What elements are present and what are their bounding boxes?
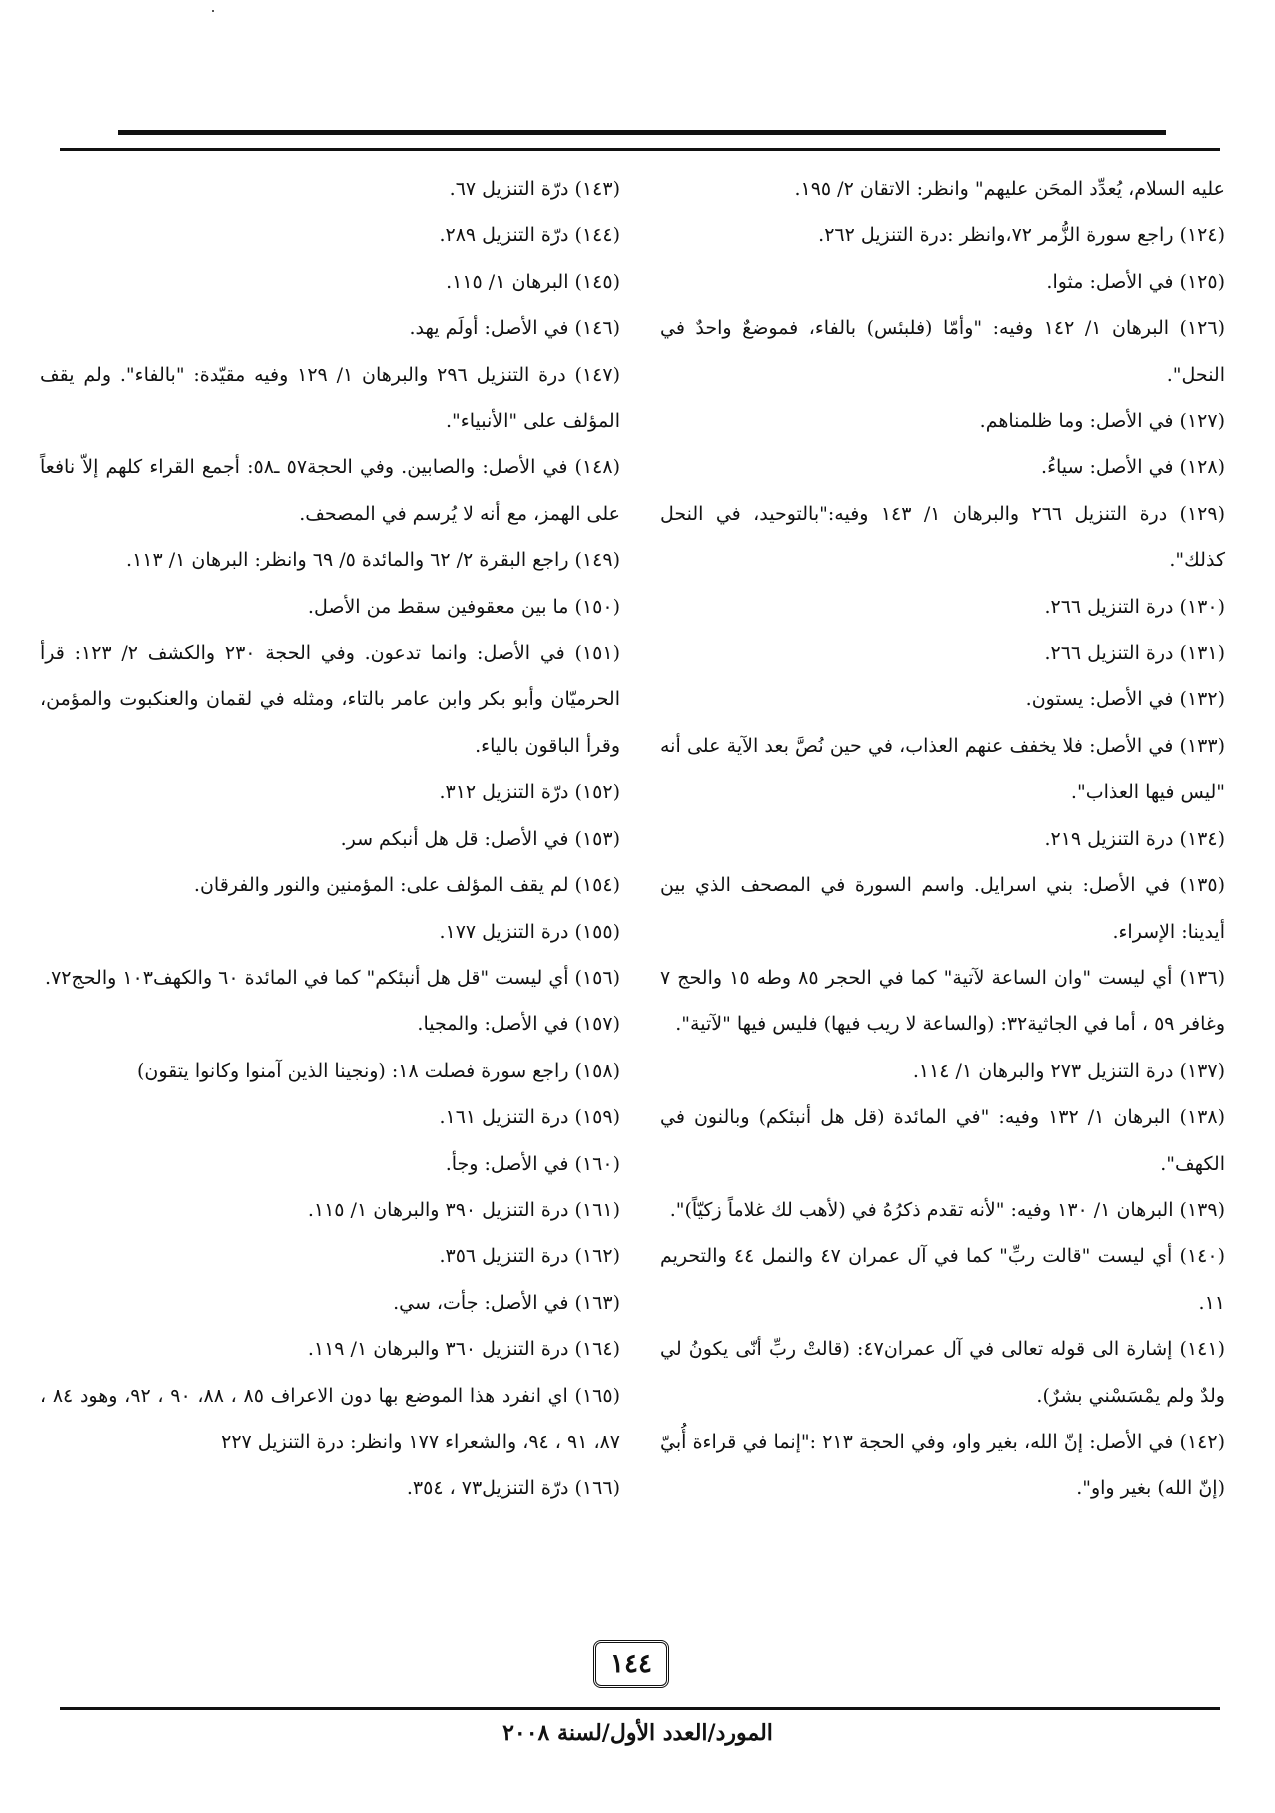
footnote: (١٤٢) في الأصل: إنّ الله، بغير واو، وفي الحجة ٢١٣ :"إنما في قراءة أُبيّ (إنّ الله) بغير واو". xyxy=(660,1430,1225,1500)
page-number: ١٤٤ xyxy=(593,1640,669,1688)
footnote: (١٥٧) في الأصل: والمجيا. xyxy=(417,1013,620,1036)
footnote: (١٥٨) راجع سورة فصلت ١٨: (ونجينا الذين آمنوا وكانوا يتقون) xyxy=(136,1059,620,1082)
footnote: (١٥٠) ما بين معقوفين سقط من الأصل. xyxy=(307,595,620,618)
footnote: (١٦٤) درة التنزيل ٣٦٠ والبرهان ١/ ١١٩. xyxy=(307,1338,620,1361)
footnote: (١٤٤) درّة التنزيل ٢٨٩. xyxy=(439,224,620,247)
footnote: (١٥٣) في الأصل: قل هل أنبكم سر. xyxy=(340,827,620,850)
footnote: (١٤٨) في الأصل: والصابين. وفي الحجة٥٧ ـ٥٨: أجمع القراء كلهم إلاّ نافعاً على الهمز، مع أنه لا يُرسم في المصحف. xyxy=(40,456,620,525)
footnote: (١٤٥) البرهان ١/ ١١٥. xyxy=(446,270,620,293)
footnote: (١٢٨) في الأصل: سياءُ. xyxy=(1041,456,1225,479)
footnote: (١٤٧) درة التنزيل ٢٩٦ والبرهان ١/ ١٢٩ وفيه مقيّدة: "بالفاء". ولم يقف المؤلف على "الأنبياء". xyxy=(40,363,620,433)
footnote: (١٣٥) في الأصل: بني اسرايل. واسم السورة في المصحف الذي بين أيدينا: الإسراء. xyxy=(660,874,1225,943)
footnote: (١٥١) في الأصل: وانما تدعون. وفي الحجة ٢٣٠ والكشف ٢/ ١٢٣: قرأ الحرميّان وأبو بكر وابن عامر بالتاء، ومثله في لقمان والعنكبوت والمؤمن، وقرأ الباقون بالياء. xyxy=(40,642,620,757)
footer-rule xyxy=(60,1707,1220,1710)
footnote: عليه السلام، يُعدِّد المحَن عليهم" وانظر: الاتقان ٢/ ١٩٥. xyxy=(794,178,1225,200)
footnote: (١٥٢) درّة التنزيل ٣١٢. xyxy=(439,781,620,804)
footnote: (١٢٩) درة التنزيل ٢٦٦ والبرهان ١/ ١٤٣ وفيه:"بالتوحيد، في النحل كذلك". xyxy=(660,502,1225,572)
scan-speck xyxy=(212,10,214,12)
footnote: (١٥٤) لم يقف المؤلف على: المؤمنين والنور والفرقان. xyxy=(193,874,620,897)
footnote: (١٦٣) في الأصل: جأت، سي. xyxy=(393,1291,620,1314)
footnote: (١٣٨) البرهان ١/ ١٣٢ وفيه: "في المائدة (قل هل أنبئكم) وبالنون في الكهف". xyxy=(660,1106,1226,1175)
footnote: (١٤٦) في الأصل: أولَم يهد. xyxy=(409,317,620,340)
footnote: (١٥٥) درة التنزيل ١٧٧. xyxy=(439,920,620,943)
footnote: (١٦١) درة التنزيل ٣٩٠ والبرهان ١/ ١١٥. xyxy=(307,1198,620,1221)
footnote: (١٣٤) درة التنزيل ٢١٩. xyxy=(1044,827,1225,850)
footnote: (١٣١) درة التنزيل ٢٦٦. xyxy=(1044,642,1225,665)
footnote: (١٦٠) في الأصل: وجأ. xyxy=(445,1152,620,1175)
footnote: (١٦٥) اي انفرد هذا الموضع بها دون الاعراف ٨٥ ، ٨٨، ٩٠ ، ٩٢، وهود ٨٤ ، ٨٧، ٩١ ، ٩٤، والشعراء ١٧٧ وانظر: درة التنزيل ٢٢٧ xyxy=(40,1384,620,1453)
footnote: (١٥٦) أي ليست "قل هل أنبئكم" كما في المائدة ٦٠ والكهف١٠٣ والحج٧٢. xyxy=(45,966,620,989)
footnote: (١٣٧) درة التنزيل ٢٧٣ والبرهان ١/ ١١٤. xyxy=(912,1059,1225,1082)
footnotes-column-right xyxy=(660,166,1225,1512)
footnote: (١٣٩) البرهان ١/ ١٣٠ وفيه: "لأنه تقدم ذكرُهُ في (لأهب لك غلاماً زكيّاً)". xyxy=(669,1198,1225,1221)
footnote: (١٢٧) في الأصل: وما ظلمناهم. xyxy=(979,410,1225,433)
footnote: (١٤٣) درّة التنزيل ٦٧. xyxy=(449,178,620,200)
footnote: (١٦٦) درّة التنزيل٧٣ ، ٣٥٤. xyxy=(406,1477,620,1500)
journal-footer: المورد/العدد الأول/لسنة ٢٠٠٨ xyxy=(502,1720,773,1746)
footnote: (١٢٤) راجع سورة الزُّمر ٧٢،وانظر :درة التنزيل ٢٦٢. xyxy=(818,224,1225,247)
footnotes-column-left xyxy=(40,166,620,1512)
footnote: (١٦٢) درة التنزيل ٣٥٦. xyxy=(439,1245,620,1268)
footnote: (١٣٢) في الأصل: يستون. xyxy=(1025,688,1225,711)
footnote: (١٣٣) في الأصل: فلا يخفف عنهم العذاب، في حين نُصَّ بعد الآية على أنه "ليس فيها العذاب". xyxy=(660,734,1225,804)
footnote: (١٤٠) أي ليست "قالت ربِّ" كما في آل عمران ٤٧ والنمل ٤٤ والتحريم ١١. xyxy=(660,1245,1225,1314)
header-rule-thin xyxy=(60,148,1220,151)
footnote: (١٢٦) البرهان ١/ ١٤٢ وفيه: "وأمّا (فلبئس) بالفاء، فموضعٌ واحدٌ في النحل". xyxy=(660,317,1225,386)
footnote: (١٢٥) في الأصل: مثوا. xyxy=(1046,270,1225,293)
header-rule-thick xyxy=(118,130,1166,135)
footnote: (١٣٠) درة التنزيل ٢٦٦. xyxy=(1044,595,1225,618)
footnote: (١٤١) إشارة الى قوله تعالى في آل عمران٤٧: (قالتْ ربِّ أنّى يكونُ لي ولدٌ ولم يمْسَسْني بشرٌ). xyxy=(660,1338,1225,1407)
footnote: (١٥٩) درة التنزيل ١٦١. xyxy=(439,1106,620,1129)
footnote: (١٣٦) أي ليست "وان الساعة لآتية" كما في الحجر ٨٥ وطه ١٥ والحج ٧ وغافر ٥٩ ، أما في الجاثية٣٢: (والساعة لا ريب فيها) فليس فيها "لآتية". xyxy=(660,966,1225,1036)
footnote: (١٤٩) راجع البقرة ٢/ ٦٢ والمائدة ٥/ ٦٩ وانظر: البرهان ١/ ١١٣. xyxy=(126,549,620,572)
